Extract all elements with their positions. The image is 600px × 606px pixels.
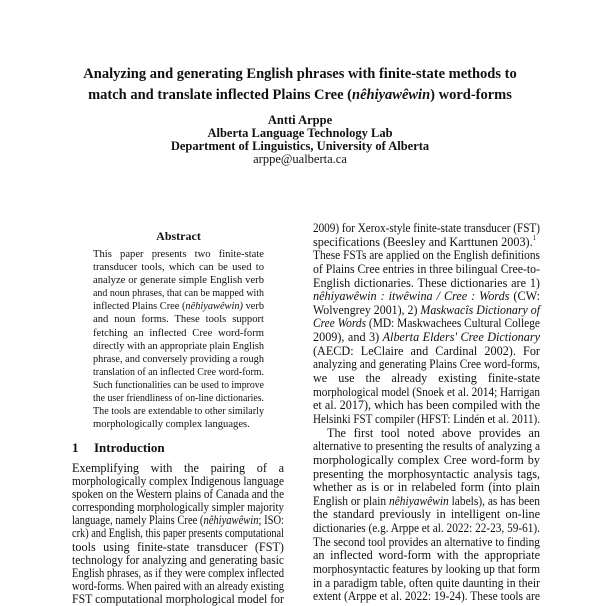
text-line <box>313 358 540 372</box>
text-line <box>72 593 284 606</box>
text-segment: directly with an appropriate plain English <box>93 340 265 352</box>
text-segment: technology for analyzing and generating basic <box>72 552 284 567</box>
text-line <box>313 440 540 454</box>
text-segment: Exemplifying with the pairing of a <box>72 461 284 475</box>
text-segment: Maskwacîs Dictionary of <box>420 302 541 317</box>
text-line <box>93 261 264 274</box>
text-segment: tools using finite-state transducer (FST) <box>72 539 284 554</box>
text-segment: the standard previously in intelligent on-line <box>313 507 540 522</box>
text-segment: Cree Words <box>313 316 367 331</box>
text-segment: we use the already existing finite-state <box>313 371 540 386</box>
text-segment: presenting the morphosyntactic analysis tags, <box>313 466 540 481</box>
section-title: Introduction <box>94 440 165 455</box>
text-segment: (CW: <box>509 289 541 304</box>
text-line <box>93 353 264 366</box>
text-segment: FST computational morphological model for <box>72 591 285 606</box>
text-segment: specifications (Beesley and Karttunen 2003). <box>313 234 533 249</box>
text-segment: crk) and English, this paper presents computational <box>72 526 285 541</box>
title-italic: nêhiyawêwin <box>352 87 431 103</box>
title-text: ) word-forms <box>430 87 512 103</box>
text-segment: the user friendliness of on-line dictionaries. <box>93 393 265 405</box>
text-line <box>93 405 264 418</box>
text-segment: English or plain <box>313 493 389 508</box>
text-segment: The first tool noted above provides an <box>327 425 540 440</box>
text-line <box>93 418 264 431</box>
text-line <box>93 379 264 392</box>
text-segment: morphological model (Snoek et al. 2014; Harrigan <box>313 384 540 399</box>
author-lab: Alberta Language Technology Lab <box>207 126 393 140</box>
text-segment: transducer tools, which can be used to <box>93 262 264 274</box>
text-segment: phrase, and conversely providing a rough <box>93 353 264 365</box>
text-line <box>313 277 540 291</box>
text-line <box>313 263 540 277</box>
text-segment: and noun phrases, that can be mapped with <box>93 288 265 300</box>
text-segment: morphologically complex languages. <box>93 419 250 431</box>
text-line <box>313 290 540 304</box>
text-segment: 2009) for Xerox-style finite-state transducer (FST) <box>313 221 540 235</box>
text-line <box>313 536 540 550</box>
text-segment: language, namely Plains Cree ( <box>72 513 204 528</box>
abstract-heading: Abstract <box>156 229 201 243</box>
text-segment: alternative to presenting the results of analyzing a <box>313 439 541 454</box>
text-line <box>313 549 540 563</box>
text-segment: dictionaries (e.g. Arppe et al. 2022: 22-23, 59-61). <box>313 521 541 536</box>
text-line <box>93 248 264 261</box>
text-segment: The tools are extendable to other similarly <box>93 406 265 418</box>
text-line <box>313 522 540 536</box>
text-segment: inflected Plains Cree ( <box>93 301 186 313</box>
text-segment: and noun forms. These tools support <box>93 314 264 326</box>
section-number: 1 <box>72 440 79 455</box>
text-segment: (MD: Maskwachees Cultural College <box>366 316 541 331</box>
text-segment: of Plains Cree entries in three bilingual Cree-to- <box>313 261 540 276</box>
text-line <box>93 300 264 313</box>
text-line <box>313 413 540 427</box>
abstract-body <box>93 248 264 431</box>
footnote-marker: 1 <box>532 233 537 242</box>
text-line <box>313 481 540 495</box>
text-line <box>313 222 540 236</box>
text-segment: verb <box>242 301 265 313</box>
text-segment: (AECD: LeClaire and Cardinal 2002). For <box>313 343 540 358</box>
text-segment: The second tool provides an alternative to finding <box>313 534 540 549</box>
text-line <box>313 495 540 509</box>
text-line <box>313 454 540 468</box>
text-segment: morphologically complex Indigenous language <box>72 474 284 489</box>
text-segment: Such functionalities can be used to improve <box>93 379 264 391</box>
text-segment: Helsinki FST compiler (HFST: Lindén et al. 2011). <box>313 411 541 426</box>
title-line-1: Analyzing and generating English phrases with finite-state methods to <box>83 66 517 82</box>
text-line <box>313 427 540 441</box>
text-line <box>93 366 264 379</box>
text-segment: word-forms. When paired with an already existing <box>72 578 285 593</box>
text-segment: et al. 2017), which has been compiled with the <box>313 398 540 413</box>
text-segment: corresponding morphologically simpler majority <box>72 500 285 515</box>
text-line <box>313 249 540 263</box>
title-text: match and translate inflected Plains Cree ( <box>88 87 352 103</box>
text-line <box>93 392 264 405</box>
right-column-body <box>313 222 540 604</box>
text-segment: in a paradigm table, often quite daunting in their <box>313 575 540 590</box>
text-segment: English dictionaries. These dictionaries are 1) <box>313 275 540 290</box>
text-segment: Wolvengrey 2001), 2) <box>313 302 421 317</box>
text-line <box>313 331 540 345</box>
text-segment: analyzing and generating Plains Cree word-forms, <box>313 357 540 372</box>
text-line <box>313 317 540 331</box>
paper-title <box>10 64 590 106</box>
text-line <box>313 590 540 604</box>
text-segment: nêhiyawêwin <box>203 513 259 528</box>
text-segment: nêhiyawêwin : itwêwina / Cree : Words <box>313 289 510 304</box>
text-line <box>313 304 540 318</box>
text-segment: These FSTs are applied on the English definitions <box>313 248 541 263</box>
text-segment: 2009), and 3) <box>313 330 383 345</box>
text-segment: nêhiyawêwin <box>388 493 449 508</box>
text-segment: morphosyntactic features by looking up that form <box>313 562 541 577</box>
text-segment: English phrases, as if they were complex inflected <box>72 565 285 580</box>
text-line <box>313 372 540 386</box>
text-segment: This paper presents two finite-state <box>93 249 264 260</box>
text-segment: fetching an inflected Cree word-form <box>93 327 264 339</box>
text-line <box>93 287 264 300</box>
introduction-body <box>72 462 284 606</box>
text-segment: morphologically complex Cree word-form by <box>313 452 540 467</box>
text-line <box>313 468 540 482</box>
text-segment: ; ISO: <box>258 513 284 528</box>
text-segment: whether as is or in relabeled form (into plain <box>313 480 540 495</box>
text-line <box>313 233 540 250</box>
text-line <box>313 345 540 359</box>
title-line-2 <box>10 85 590 106</box>
text-segment: translation of an inflected Cree word-form. <box>93 366 264 378</box>
text-line <box>93 327 264 340</box>
text-segment: spoken on the Western plains of Canada and the <box>72 487 285 502</box>
text-line <box>93 340 264 353</box>
text-line <box>313 399 540 413</box>
introduction-heading <box>72 440 165 455</box>
text-segment: extent (Arppe et al. 2022: 19-24). These tools are <box>313 589 540 604</box>
text-segment: an inflected word-form with the appropriate <box>313 548 540 563</box>
author-email[interactable]: arppe@ualberta.ca <box>253 152 347 166</box>
text-segment: nêhiyawêwin) <box>185 301 243 313</box>
text-line <box>93 313 264 326</box>
text-line <box>72 527 284 540</box>
author-department: Department of Linguistics, University of Alberta <box>170 139 430 153</box>
text-line <box>313 386 540 400</box>
text-segment: Alberta Elders' Cree Dictionary <box>382 330 540 345</box>
text-line <box>313 508 540 522</box>
text-segment: analyze or generate simple English verb <box>93 275 264 287</box>
text-line <box>313 577 540 591</box>
text-line <box>93 274 264 287</box>
author-name: Antti Arppe <box>267 113 333 127</box>
text-segment: labels), as has been <box>448 493 540 508</box>
text-line <box>313 563 540 577</box>
